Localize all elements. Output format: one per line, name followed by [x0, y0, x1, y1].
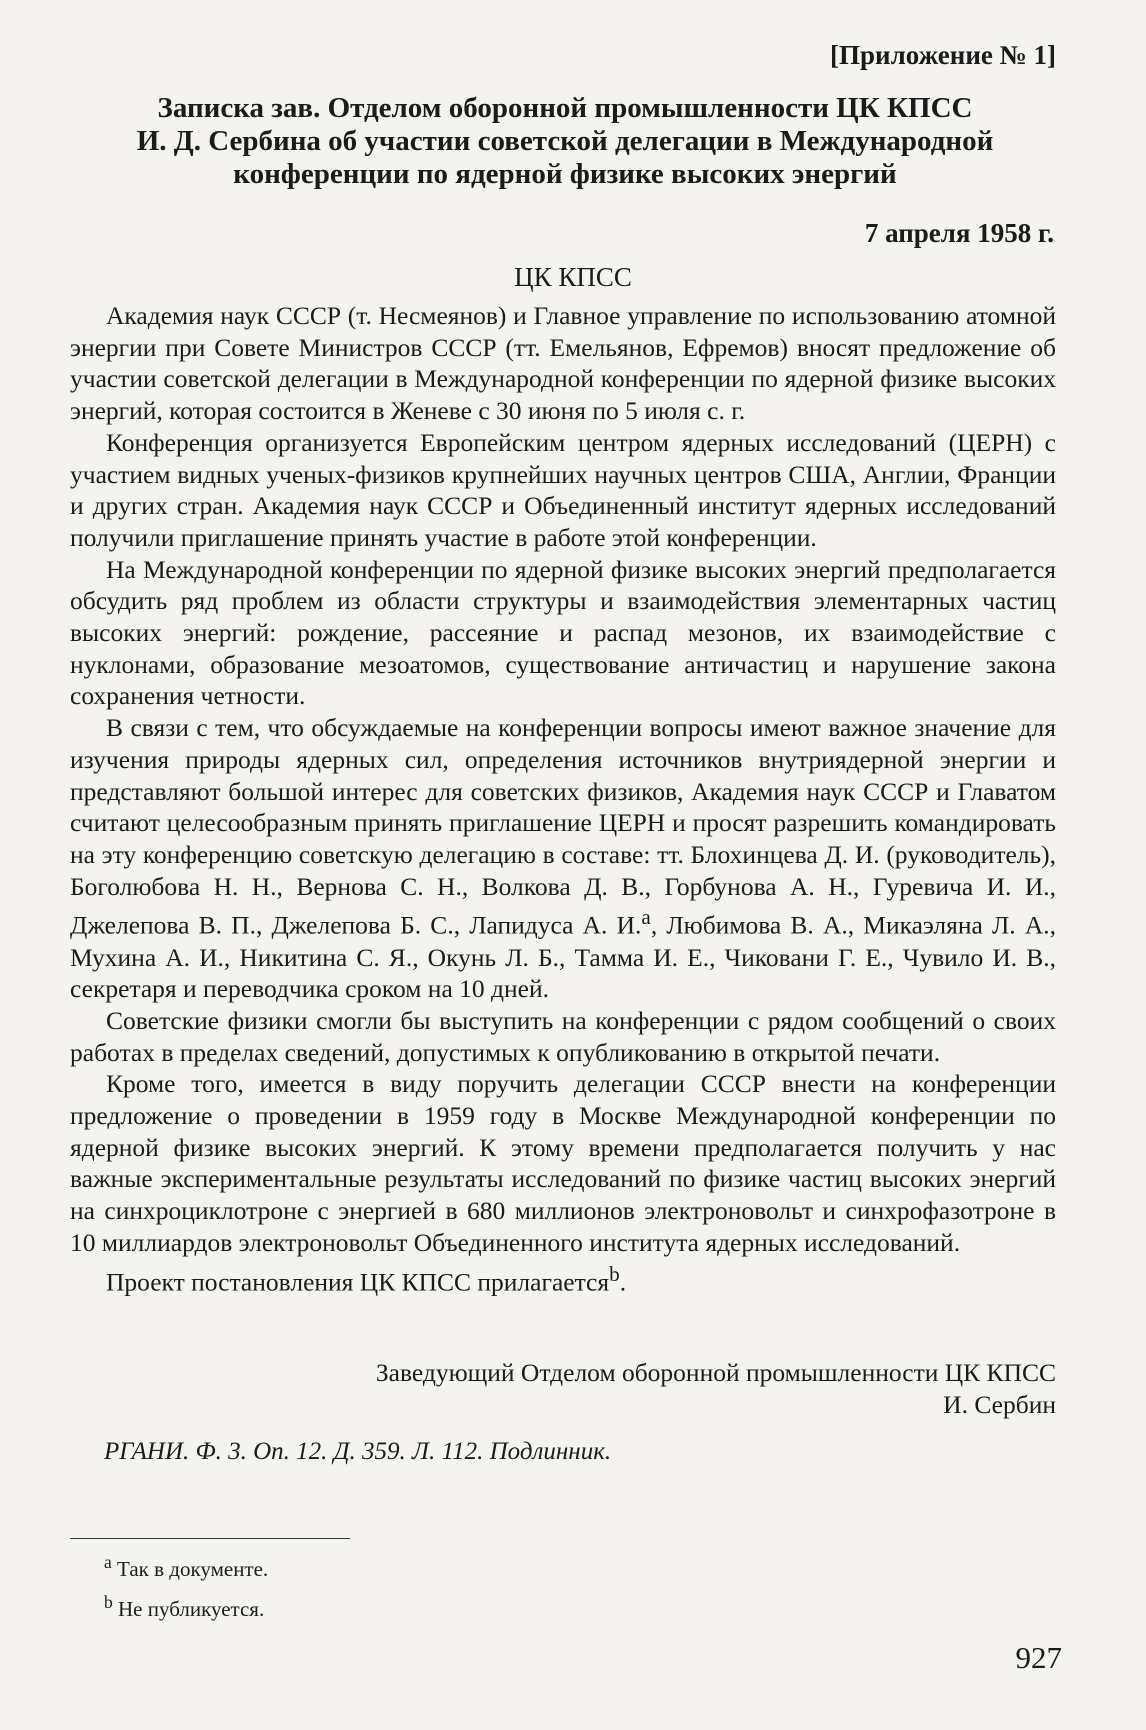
paragraph-7 — [70, 1259, 1056, 1298]
paragraph-7-text: Проект постановления ЦК КПСС прилагается — [106, 1267, 610, 1297]
title-line-3: конференции по ядерной физике высоких энергий — [233, 158, 897, 190]
signature-block — [376, 1357, 1056, 1421]
footnote-a-mark: a — [104, 1552, 112, 1572]
footnote-b-mark: b — [104, 1592, 113, 1612]
paragraph-4-text-end: , Любимова В. А., Микаэляна Л. А., Мухина А. И., Никитина С. Я., Окунь Л. Б., Тамма И. Е., Чиковани Г. Е., Чувило И. В., секретаря и переводчика сроком на 10 дней. — [70, 910, 1056, 1004]
signature-position: Заведующий Отделом оборонной промышленности ЦК КПСС — [375, 1358, 1056, 1387]
paragraph-4 — [70, 712, 1056, 1005]
page-number: 927 — [1015, 1640, 1062, 1675]
signature-name: И. Сербин — [943, 1390, 1056, 1419]
paragraph-4-text-start: В связи с тем, что обсуждаемые на конференции вопросы имеют важное значение для изучения природы ядерных сил, определения источников внутриядерной энергии и представляют большой интерес для советских физиков, Академия наук СССР и Главатом считают целесообразным принять приглашение ЦЕРН и просят разрешить командировать на эту конференцию советскую делегацию в составе: тт. Блохинцева Д. И. (руководитель), Боголюбова Н. Н., Вернова С. Н., Волкова Д. В., Горбунова А. Н., Гуревича И. И., Джелепова В. П., Джелепова Б. С., Лапидуса А. И. — [70, 713, 1056, 940]
footnote-a-text: Так в документе. — [117, 1557, 269, 1581]
paragraph-2: Конференция организуется Европейским центром ядерных исследований (ЦЕРН) с участием видных ученых-физиков крупнейших научных центров США, Англии, Франции и других стран. Академия наук СССР и Объединенный институт ядерных исследований получили приглашение принять участие в работе этой конференции. — [70, 427, 1056, 552]
footnote-divider — [70, 1538, 350, 1539]
footnote-ref-b: b — [609, 1261, 620, 1286]
paragraph-5: Советские физики смогли бы выступить на конференции с рядом сообщений о своих работах в пределах сведений, допустимых к опубликованию в открытой печати. — [70, 1005, 1056, 1067]
title-line-1: Записка зав. Отделом оборонной промышленности ЦК КПСС — [157, 92, 973, 124]
paragraph-6: Кроме того, имеется в виду поручить делегации СССР внести на конференции предложение о проведении в 1959 году в Москве Международной конференции по ядерной физике высоких энергий. К этому времени предполагается получить у нас важные экспериментальные результаты исследований по физике частиц высоких энергий на синхроциклотроне с энергией в 680 миллионов электроновольт и синхрофазотроне в 10 миллиардов электроновольт Объединенного института ядерных исследований. — [70, 1069, 1056, 1257]
footnote-ref-a: a — [641, 905, 651, 930]
addressee: ЦК КПСС — [514, 262, 632, 292]
footnotes — [104, 1546, 268, 1626]
annex-label: [Приложение № 1] — [830, 40, 1056, 70]
document-title — [60, 92, 1070, 191]
paragraph-1: Академия наук СССР (т. Несмеянов) и Главное управление по использованию атомной энергии при Совете Министров СССР (тт. Емельянов, Ефремов) вносят предложение об участии советской делегации в Международной конференции по ядерной физике высоких энергий, которая состоится в Женеве с 30 июня по 5 июля с. г. — [70, 301, 1056, 426]
document-body — [70, 300, 1056, 1298]
archive-source: РГАНИ. Ф. 3. Оп. 12. Д. 359. Л. 112. Подлинник. — [104, 1438, 612, 1465]
paragraph-7-end: . — [619, 1267, 627, 1297]
title-line-2: И. Д. Сербина об участии советской делегации в Международной — [136, 125, 994, 157]
paragraph-3: На Международной конференции по ядерной физике высоких энергий предполагается обсудить ряд проблем из области структуры и взаимодействия элементарных частиц высоких энергий: рождение, рассеяние и распад мезонов, их взаимодействие с нуклонами, образование мезоатомов, существование античастиц и нарушение закона сохранения четности. — [70, 554, 1056, 711]
footnote-b-text: Не публикуется. — [118, 1597, 265, 1621]
document-date: 7 апреля 1958 г. — [864, 218, 1054, 248]
footnote-a — [104, 1546, 268, 1586]
footnote-b — [104, 1586, 268, 1626]
